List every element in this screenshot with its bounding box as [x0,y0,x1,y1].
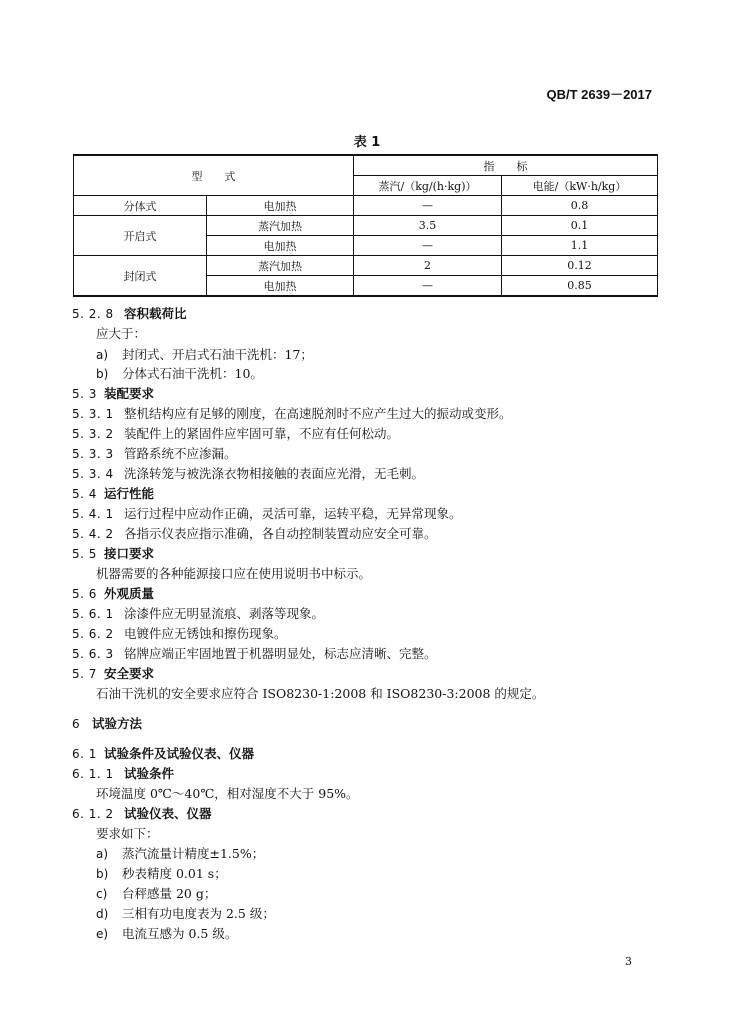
clause-text: 洗涤转笼与被洗涤衣物相接触的表面应光滑，无毛刺。 [124,466,425,481]
clause-number: 5. 4 [72,487,97,501]
clause-title: 容积载荷比 [124,306,187,321]
cell-elec: 1.1 [502,236,658,256]
clause-title: 运行性能 [104,486,155,501]
clause-number: 5. 6. 3 [72,647,114,661]
list-marker: a) [96,847,109,861]
clause-number: 5. 3 [72,387,97,401]
list-marker: c) [96,887,108,901]
list-marker: a) [96,348,109,362]
clause-text: 环境温度 0℃～40℃，相对湿度不大于 95%。 [96,786,359,801]
standard-number: QB/T 2639－2017 [546,87,652,102]
clause-number: 6. 1. 2 [72,807,114,821]
clause-text: 应大于： [96,326,147,341]
clause-number: 5. 6. 1 [72,607,114,621]
list-text: 电流互感为 0.5 级。 [122,926,238,941]
clause-text: 整机结构应有足够的刚度，在高速脱剂时不应产生过大的振动或变形。 [124,406,512,421]
table-row [74,196,658,216]
chapter-title: 试验方法 [92,716,143,731]
list-text: 蒸汽流量计精度±1.5%； [122,846,265,861]
clause-number: 5. 3. 1 [72,407,114,421]
header-type: 型 式 [74,155,354,196]
cell-steam: 2 [354,256,502,276]
clause-number: 5. 3. 4 [72,467,114,481]
clause-title: 接口要求 [104,546,155,561]
clause-number: 5. 4. 1 [72,507,114,521]
cell-steam: — [354,276,502,297]
list-marker: d) [96,907,109,921]
cell-steam: — [354,196,502,216]
clause-text: 各指示仪表应指示准确，各自动控制装置动应安全可靠。 [124,526,437,541]
clause-number: 5. 6 [72,587,97,601]
cell-sub: 电加热 [207,236,354,256]
clause-text: 管路系统不应渗漏。 [124,446,237,461]
header-steam: 蒸汽/（kg/(h·kg)） [354,176,502,196]
clause-title: 装配要求 [104,386,155,401]
cell-sub: 蒸汽加热 [207,256,354,276]
clause-number: 6. 1. 1 [72,767,114,781]
cell-sub: 电加热 [207,276,354,297]
cell-steam: 3.5 [354,216,502,236]
clause-number: 6. 1 [72,747,97,761]
clause-title: 试验条件及试验仪表、仪器 [104,746,255,761]
cell-elec: 0.8 [502,196,658,216]
clause-text: 石油干洗机的安全要求应符合 ISO8230-1:2008 和 ISO8230-3:2008 的规定。 [96,686,545,701]
list-text: 秒表精度 0.01 s； [122,866,227,881]
clause-title: 试验仪表、仪器 [124,806,212,821]
table-title: 表 1 [353,135,381,150]
cell-group: 开启式 [74,216,207,256]
list-text: 封闭式、开启式石油干洗机：17； [122,347,313,362]
cell-elec: 0.1 [502,216,658,236]
chapter-number: 6 [72,717,81,731]
clause-title: 试验条件 [124,766,175,781]
list-text: 分体式石油干洗机：10。 [122,366,263,381]
table-row [74,256,658,276]
clause-text: 铭牌应端正牢固地置于机器明显处，标志应清晰、完整。 [124,646,437,661]
cell-steam: — [354,236,502,256]
clause-number: 5. 2. 8 [72,307,114,321]
clause-title: 安全要求 [104,666,155,681]
clause-title: 外观质量 [104,586,155,601]
list-marker: b) [96,367,109,381]
list-marker: e) [96,927,109,941]
clause-number: 5. 4. 2 [72,527,114,541]
clause-text: 机器需要的各种能源接口应在使用说明书中标示。 [96,566,372,581]
clause-text: 运行过程中应动作正确，灵活可靠，运转平稳，无异常现象。 [124,506,462,521]
cell-sub: 电加热 [207,196,354,216]
cell-elec: 0.85 [502,276,658,297]
header-index: 指 标 [354,155,658,176]
list-text: 台秤感量 20 g； [122,886,217,901]
header-electric: 电能/（kW·h/kg） [502,176,658,196]
table-1 [73,154,658,297]
list-marker: b) [96,867,109,881]
page-number: 3 [625,955,632,968]
cell-group: 封闭式 [74,256,207,297]
clause-text: 装配件上的紧固件应牢固可靠，不应有任何松动。 [124,426,400,441]
clause-number: 5. 5 [72,547,97,561]
clause-text: 要求如下： [96,826,159,841]
cell-group: 分体式 [74,196,207,216]
clause-number: 5. 6. 2 [72,627,114,641]
list-text: 三相有功电度表为 2.5 级； [122,906,275,921]
cell-elec: 0.12 [502,256,658,276]
table-row [74,216,658,236]
clause-number: 5. 7 [72,667,97,681]
cell-sub: 蒸汽加热 [207,216,354,236]
clause-text: 涂漆件应无明显流痕、剥落等现象。 [124,606,325,621]
clause-number: 5. 3. 2 [72,427,114,441]
clause-number: 5. 3. 3 [72,447,114,461]
clause-text: 电镀件应无锈蚀和擦伤现象。 [124,626,287,641]
